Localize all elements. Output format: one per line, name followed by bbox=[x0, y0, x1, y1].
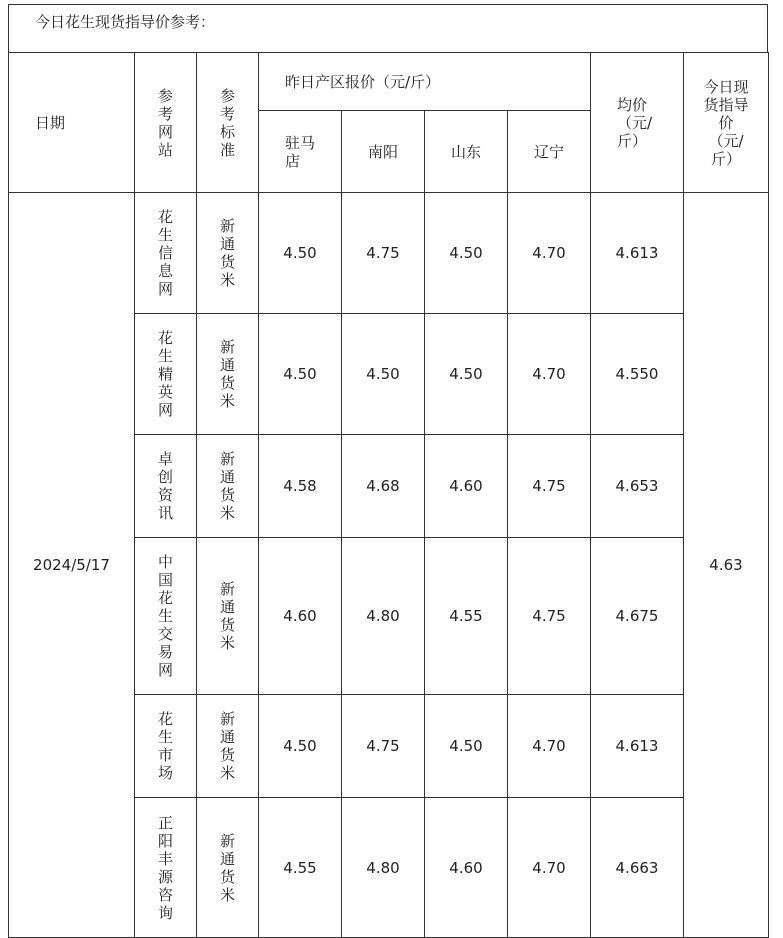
price-cell: 4.80 bbox=[342, 538, 425, 695]
price-cell: 4.50 bbox=[425, 314, 508, 435]
header-region-3: 辽宁 bbox=[508, 111, 591, 193]
price-cell: 4.60 bbox=[425, 798, 508, 938]
standard-cell: 新通货米 bbox=[197, 798, 259, 938]
site-cell: 卓创资讯 bbox=[135, 435, 197, 538]
standard-cell: 新通货米 bbox=[197, 695, 259, 798]
price-table bbox=[8, 52, 769, 938]
price-cell: 4.70 bbox=[508, 193, 591, 314]
header-region-1: 南阳 bbox=[342, 111, 425, 193]
site-cell: 花生信息网 bbox=[135, 193, 197, 314]
price-cell: 4.70 bbox=[508, 798, 591, 938]
price-cell: 4.70 bbox=[508, 695, 591, 798]
header-region-2: 山东 bbox=[425, 111, 508, 193]
avg-cell: 4.653 bbox=[591, 435, 684, 538]
price-cell: 4.50 bbox=[425, 193, 508, 314]
guide-price-cell: 4.63 bbox=[684, 193, 769, 938]
price-cell: 4.55 bbox=[259, 798, 342, 938]
price-cell: 4.80 bbox=[342, 798, 425, 938]
standard-cell: 新通货米 bbox=[197, 314, 259, 435]
price-cell: 4.50 bbox=[259, 314, 342, 435]
header-region-0: 驻马店 bbox=[259, 111, 342, 193]
price-cell: 4.55 bbox=[425, 538, 508, 695]
standard-cell: 新通货米 bbox=[197, 193, 259, 314]
header-site: 参考网站 bbox=[135, 53, 197, 193]
price-cell: 4.60 bbox=[259, 538, 342, 695]
price-cell: 4.75 bbox=[508, 538, 591, 695]
avg-cell: 4.675 bbox=[591, 538, 684, 695]
header-yesterday: 昨日产区报价（元/斤） bbox=[259, 53, 591, 111]
price-cell: 4.50 bbox=[342, 314, 425, 435]
site-cell: 中国花生交易网 bbox=[135, 538, 197, 695]
price-cell: 4.68 bbox=[342, 435, 425, 538]
site-cell: 花生市场 bbox=[135, 695, 197, 798]
price-cell: 4.75 bbox=[342, 193, 425, 314]
price-cell: 4.50 bbox=[259, 193, 342, 314]
price-cell: 4.75 bbox=[508, 435, 591, 538]
price-cell: 4.50 bbox=[425, 695, 508, 798]
header-date: 日期 bbox=[9, 53, 135, 193]
price-cell: 4.50 bbox=[259, 695, 342, 798]
date-cell: 2024/5/17 bbox=[9, 193, 135, 938]
avg-cell: 4.613 bbox=[591, 193, 684, 314]
standard-cell: 新通货米 bbox=[197, 538, 259, 695]
site-cell: 正阳丰源咨询 bbox=[135, 798, 197, 938]
avg-cell: 4.550 bbox=[591, 314, 684, 435]
site-cell: 花生精英网 bbox=[135, 314, 197, 435]
avg-cell: 4.663 bbox=[591, 798, 684, 938]
table-row bbox=[9, 193, 769, 314]
standard-cell: 新通货米 bbox=[197, 435, 259, 538]
header-avg: 均价（元/斤） bbox=[591, 53, 684, 193]
price-cell: 4.60 bbox=[425, 435, 508, 538]
header-standard: 参考标准 bbox=[197, 53, 259, 193]
price-cell: 4.75 bbox=[342, 695, 425, 798]
header-guide: 今日现货指导价（元/斤） bbox=[684, 53, 769, 193]
avg-cell: 4.613 bbox=[591, 695, 684, 798]
price-cell: 4.70 bbox=[508, 314, 591, 435]
title-box bbox=[8, 4, 768, 52]
price-cell: 4.58 bbox=[259, 435, 342, 538]
page-title: 今日花生现货指导价参考： bbox=[35, 13, 216, 31]
